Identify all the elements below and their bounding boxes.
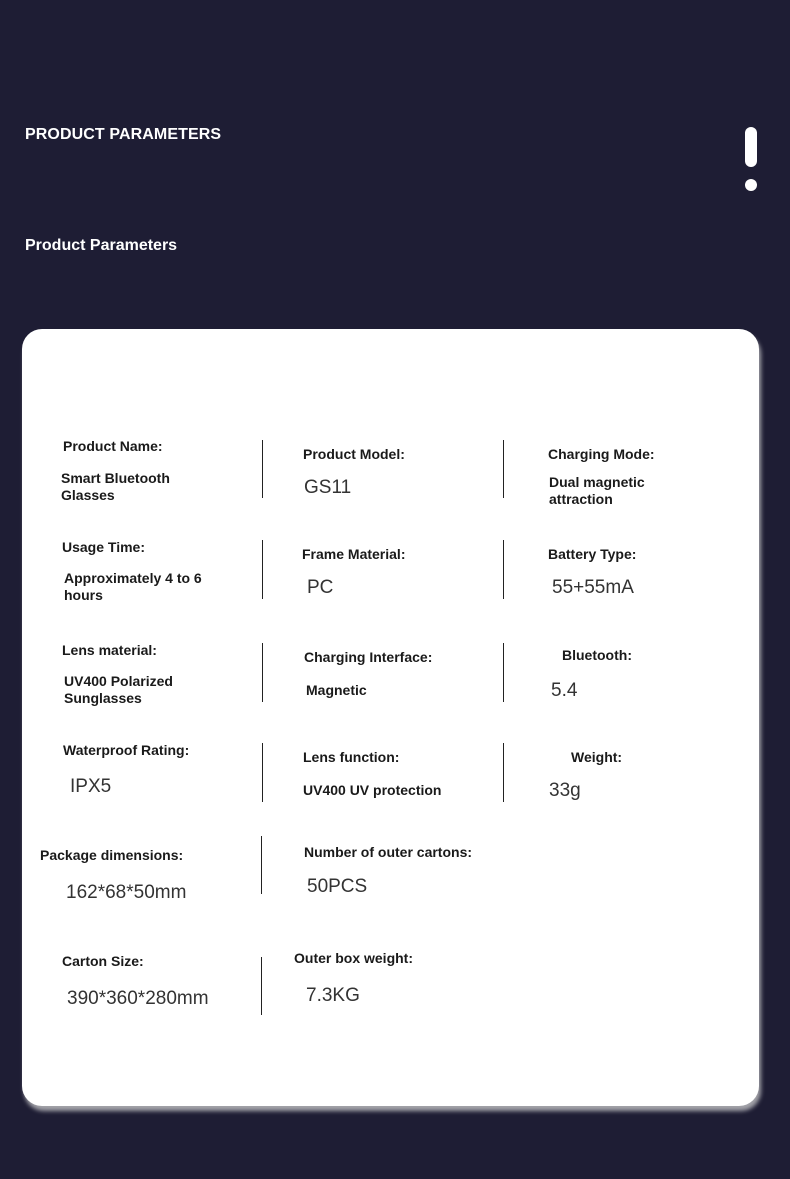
exclamation-icon <box>745 127 757 191</box>
column-divider <box>262 440 263 498</box>
outer-cartons-label: Number of outer cartons: <box>304 844 473 860</box>
carton-size-value: 390*360*280mm <box>67 988 209 1009</box>
outer-box-weight-label: Outer box weight: <box>294 950 413 966</box>
exclamation-bar <box>745 127 757 167</box>
usage-time-value: Approximately 4 to 6 hours <box>64 570 202 603</box>
carton-size-label: Carton Size: <box>62 953 144 969</box>
weight-value: 33g <box>549 780 581 801</box>
exclamation-dot <box>745 179 757 191</box>
charging-mode-value: Dual magnetic attraction <box>549 474 645 507</box>
lens-material-value: UV400 Polarized Sunglasses <box>64 673 173 706</box>
product-name-value: Smart Bluetooth Glasses <box>61 470 170 503</box>
column-divider <box>503 440 504 498</box>
charging-interface-value: Magnetic <box>306 682 367 698</box>
column-divider <box>262 743 263 802</box>
waterproof-rating-label: Waterproof Rating: <box>63 742 190 758</box>
package-dimensions-label: Package dimensions: <box>40 847 184 863</box>
outer-cartons-value: 50PCS <box>307 876 368 897</box>
column-divider <box>261 836 262 894</box>
product-model-label: Product Model: <box>303 446 405 462</box>
battery-type-label: Battery Type: <box>548 546 637 562</box>
bluetooth-label: Bluetooth: <box>562 647 632 663</box>
battery-type-value: 55+55mA <box>552 577 634 598</box>
lens-function-label: Lens function: <box>303 749 400 765</box>
waterproof-rating-value: IPX5 <box>70 776 112 797</box>
frame-material-value: PC <box>307 577 334 598</box>
charging-interface-label: Charging Interface: <box>304 649 433 665</box>
lens-function-value: UV400 UV protection <box>303 782 442 798</box>
weight-label: Weight: <box>571 749 623 765</box>
parameters-card <box>22 329 759 1106</box>
column-divider <box>503 540 504 599</box>
page-title: PRODUCT PARAMETERS <box>25 126 222 143</box>
page-subtitle: Product Parameters <box>25 237 178 254</box>
outer-box-weight-value: 7.3KG <box>306 985 360 1006</box>
frame-material-label: Frame Material: <box>302 546 406 562</box>
lens-material-label: Lens material: <box>62 642 157 658</box>
usage-time-label: Usage Time: <box>62 539 145 555</box>
column-divider <box>262 643 263 702</box>
bluetooth-value: 5.4 <box>551 680 578 701</box>
charging-mode-label: Charging Mode: <box>548 446 655 462</box>
column-divider <box>261 957 262 1015</box>
column-divider <box>503 743 504 802</box>
package-dimensions-value: 162*68*50mm <box>66 882 187 903</box>
product-model-value: GS11 <box>304 477 352 498</box>
column-divider <box>503 643 504 702</box>
product-name-label: Product Name: <box>63 438 163 454</box>
column-divider <box>262 540 263 599</box>
